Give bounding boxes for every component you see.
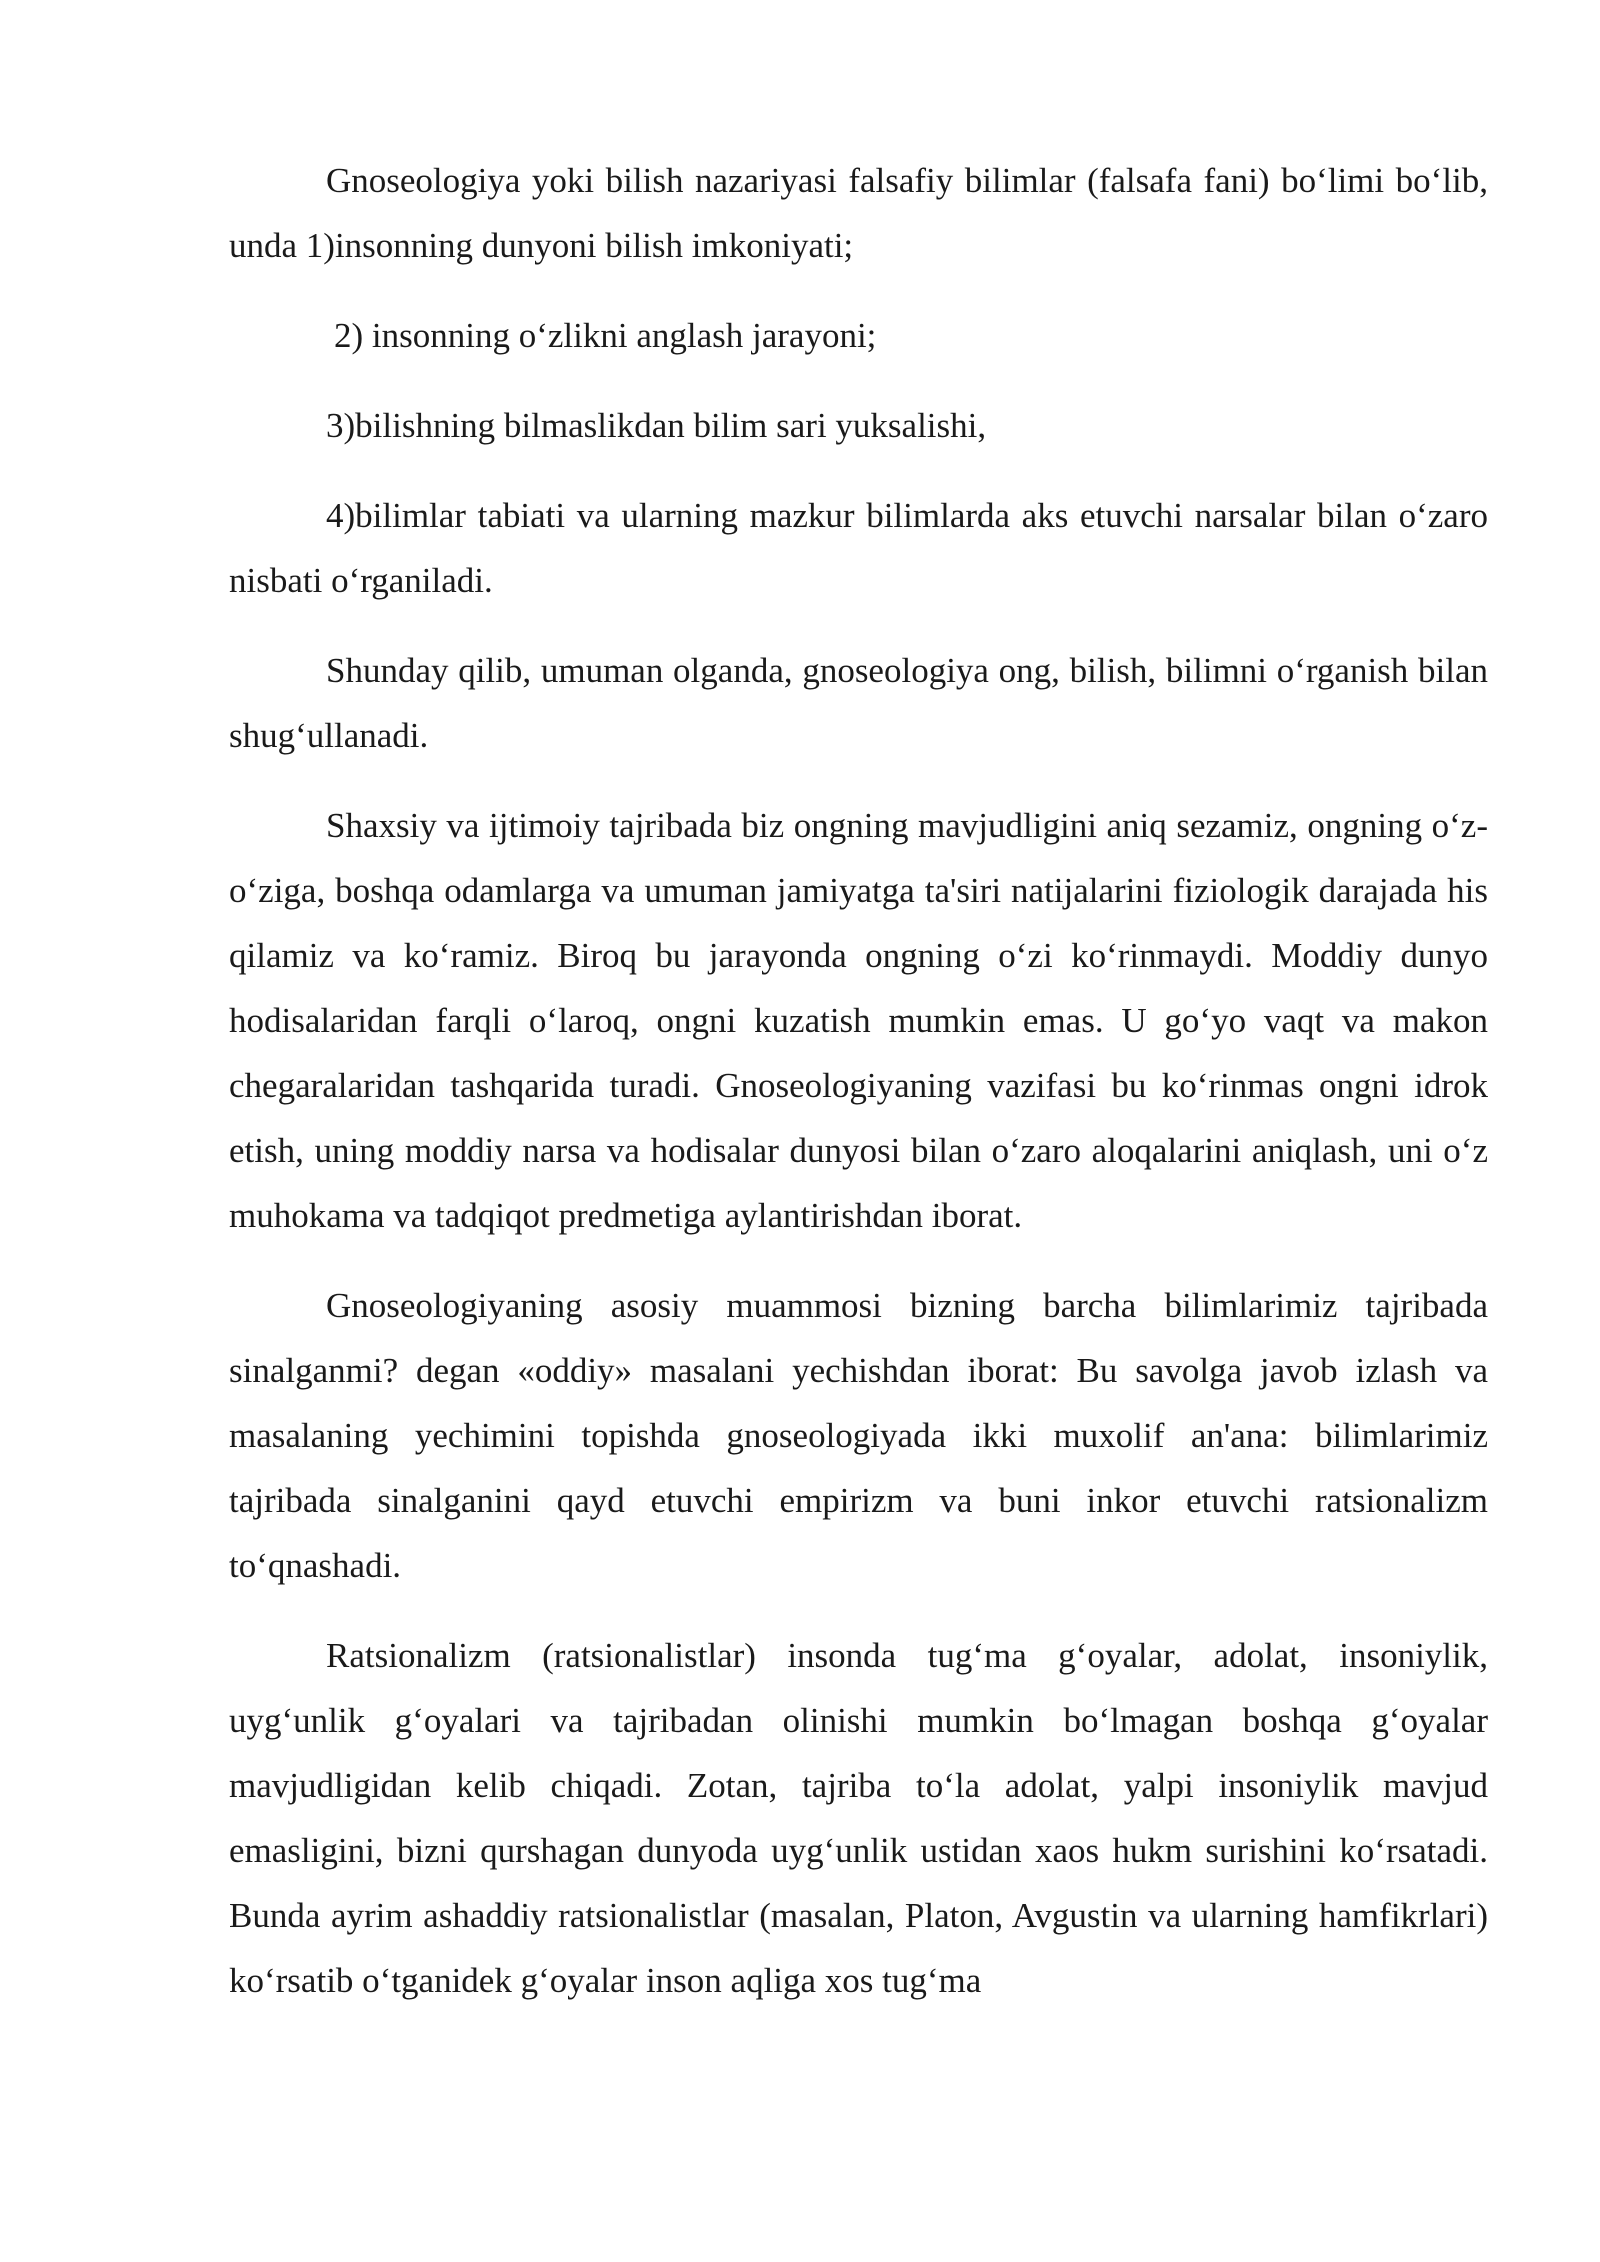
paragraph-5: Shunday qilib, umuman olganda, gnoseologiya ong, bilish, bilimni o‘rganish bilan shug‘ullanadi. <box>229 651 1488 755</box>
paragraph-6: Shaxsiy va ijtimoiy tajribada biz ongning mavjudligini aniq sezamiz, ongning o‘z-o‘ziga, boshqa odamlarga va umuman jamiyatga ta'siri natijalarini fiziologik darajada his qilamiz va ko‘ramiz. Biroq bu jarayonda ongning o‘zi ko‘rinmaydi. Moddiy dunyo hodisalaridan farqli o‘laroq, ongni kuzatish mumkin emas. U go‘yo vaqt va makon chegaralaridan tashqarida turadi. Gnoseologiyaning vazifasi bu ko‘rinmas ongni idrok etish, uning moddiy narsa va hodisalar dunyosi bilan o‘zaro aloqalarini aniqlash, uni o‘z muhokama va tadqiqot predmetiga aylantirishdan iborat. <box>229 806 1488 1235</box>
document-page <box>229 148 1488 2038</box>
paragraph-4: 4)bilimlar tabiati va ularning mazkur bilimlarda aks etuvchi narsalar bilan o‘zaro nisbati o‘rganiladi. <box>229 496 1488 600</box>
paragraph-7: Gnoseologiyaning asosiy muammosi bizning barcha bilimlarimiz tajribada sinalganmi? degan «oddiy» masalani yechishdan iborat: Bu savolga javob izlash va masalaning yechimini topishda gnoseologiyada ikki muxolif an'ana: bilimlarimiz tajribada sinalganini qayd etuvchi empirizm va buni inkor etuvchi ratsionalizm to‘qnashadi. <box>229 1286 1488 1585</box>
paragraph-8: Ratsionalizm (ratsionalistlar) insonda tug‘ma g‘oyalar, adolat, insoniylik, uyg‘unlik g‘oyalari va tajribadan olinishi mumkin bo‘lmagan boshqa g‘oyalar mavjudligidan kelib chiqadi. Zotan, tajriba to‘la adolat, yalpi insoniylik mavjud emasligini, bizni qurshagan dunyoda uyg‘unlik ustidan xaos hukm surishini ko‘rsatadi. Bunda ayrim ashaddiy ratsionalistlar (masalan, Platon, Avgustin va ularning hamfikrlari) ko‘rsatib o‘tganidek g‘oyalar inson aqliga xos tug‘ma <box>229 1636 1488 2000</box>
paragraph-1: Gnoseologiya yoki bilish nazariyasi falsafiy bilimlar (falsafa fani) bo‘limi bo‘lib, unda 1)insonning dunyoni bilish imkoniyati; <box>229 161 1488 265</box>
paragraph-2: 2) insonning o‘zlikni anglash jarayoni; <box>334 316 877 355</box>
paragraph-3: 3)bilishning bilmaslikdan bilim sari yuksalishi, <box>326 406 987 445</box>
